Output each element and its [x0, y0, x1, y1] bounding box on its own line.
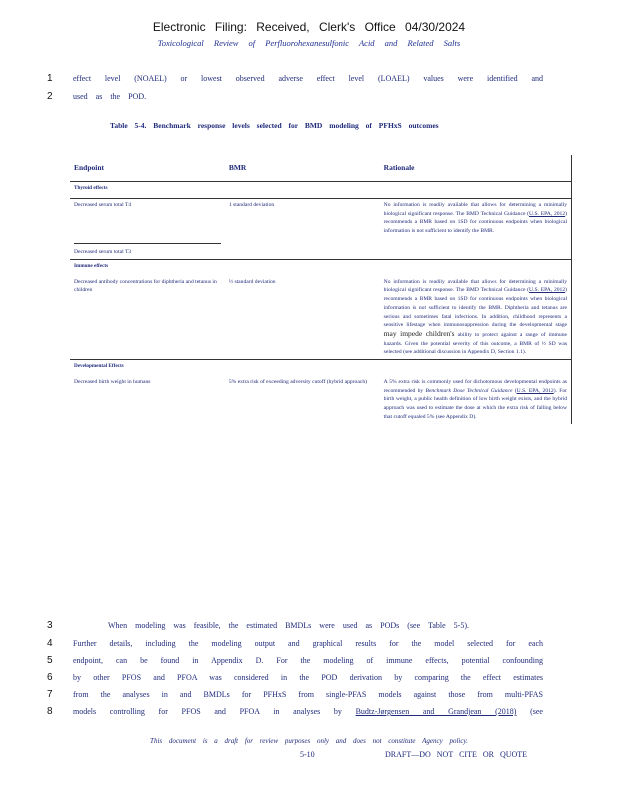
- line-number: 2: [47, 91, 53, 102]
- endpoint-t3: Decreased serum total T3: [74, 243, 221, 257]
- header-rationale: Rationale: [380, 155, 572, 182]
- header-endpoint: Endpoint: [74, 162, 105, 172]
- running-title: Toxicological Review of Perfluorohexanesulfonic Acid and Related Salts: [157, 38, 461, 48]
- citation-link[interactable]: U.S. EPA, 2012: [529, 210, 566, 217]
- body-line: by other PFOS and PFOA was considered in the POD derivation by comparing the effect estimates: [73, 673, 543, 682]
- rationale-text: No information is readily available that allows for determining a minimally biological significant response. The BMD Technical Guidance (: [383, 278, 567, 294]
- line-number: 5: [47, 655, 53, 666]
- rationale-text: ). For birth weight, a public health definition of low birth weight exists, and the hybrid approach was used to estimate the dose at which the extra risk of falling below that cutoff equaled 5% (see Appendix D).: [383, 387, 568, 420]
- bmr-cell: 5% extra risk of exceeding adversity cutoff (hybrid approach): [228, 379, 367, 386]
- rationale-text: Benchmark Dose Technical Guidance: [425, 387, 513, 394]
- bmr-cell: 1 standard deviation: [225, 199, 380, 260]
- rationale-cell: [380, 199, 572, 260]
- body-line: used as the POD.: [73, 92, 147, 101]
- body-line: effect level (NOAEL) or lowest observed adverse effect level (LOAEL) values were identified and: [73, 74, 543, 83]
- header-bmr: BMR: [228, 162, 247, 172]
- endpoint-cell: Decreased antibody concentrations for diphtheria and tetanus in children: [74, 278, 217, 294]
- line-number: 3: [47, 620, 53, 631]
- rationale-text: A 5% extra risk is commonly used for dichotomous developmental endpoints as recommended by: [383, 379, 567, 394]
- filing-stamp: Electronic Filing: Received, Clerk's Office 04/30/2024: [152, 20, 466, 34]
- endpoint-t4: Decreased serum total T4: [74, 202, 132, 208]
- line-number: 1: [47, 73, 53, 84]
- body-line: endpoint, can be found in Appendix D. For the modeling of immune effects, potential confounding: [73, 656, 543, 665]
- bmr-cell: ½ standard deviation: [228, 278, 276, 285]
- body-line: Further details, including the modeling output and graphical results for the model selected for each: [73, 639, 543, 648]
- body-line: When modeling was feasible, the estimated BMDLs were used as PODs (see Table 5-5).: [108, 621, 469, 630]
- citation-link[interactable]: U.S. EPA, 2012: [516, 387, 554, 394]
- page-number: 5-10: [300, 750, 315, 759]
- citation-link[interactable]: U.S. EPA, 2012: [529, 287, 566, 294]
- bmd-table: [70, 155, 572, 424]
- rationale-cell: [380, 376, 572, 424]
- rationale-text: No information is readily available that allows for determining a minimally biological significant response. The BMD Technical Guidance (: [383, 202, 567, 217]
- rationale-cell: [380, 276, 572, 360]
- line-number: 8: [47, 706, 53, 717]
- endpoint-cell: Decreased birth weight in humans: [74, 379, 151, 386]
- rationale-text: (: [512, 387, 517, 394]
- rationale-text: ) recommends a BMR based on 1SD for continuous endpoints when biological information is not sufficient to identify the BMR.: [383, 210, 568, 235]
- table-caption: Table 5-4. Benchmark response levels selected for BMD modeling of PFHxS outcomes: [110, 121, 439, 130]
- body-line: [73, 707, 543, 716]
- rationale-text: ) recommends a BMR based on 1SD for continuous endpoints when biological information is not sufficient to identify the BMR. Diphtheria and tetanus are serious and sometimes fatal infections. In addition, childhood represents a sensitive lifestage when immunosuppression during the developmental stage: [383, 287, 568, 329]
- line-number: 7: [47, 689, 53, 700]
- section-title: Developmental Effects: [70, 360, 572, 377]
- body-text: (see: [516, 707, 543, 716]
- body-text: models controlling for PFOS and PFOA in analyses by: [73, 707, 356, 716]
- draft-notice: DRAFT—DO NOT CITE OR QUOTE: [385, 750, 528, 759]
- line-number: 6: [47, 672, 53, 683]
- body-line: from the analyses in and BMDLs for PFHxS from single-PFAS models against those from multi-PFAS: [73, 690, 543, 699]
- endpoint-cell: [70, 199, 225, 260]
- section-title: Immune effects: [70, 259, 572, 276]
- section-title: Thyroid effects: [70, 182, 572, 199]
- line-number: 4: [47, 638, 53, 649]
- citation-link[interactable]: Budtz-Jørgensen and Grandjean (2018): [355, 707, 517, 716]
- rationale-text: may impede children's: [383, 328, 455, 338]
- rationale-text: ability to protect against a range of immune hazards. Given the potential severity of this outcome, a BMR of ½ SD was selected (see additional discussion in Appendix D, Section 1.1).: [383, 331, 567, 356]
- draft-disclaimer: This document is a draft for review purposes only and does not constitute Agency policy.: [150, 737, 468, 745]
